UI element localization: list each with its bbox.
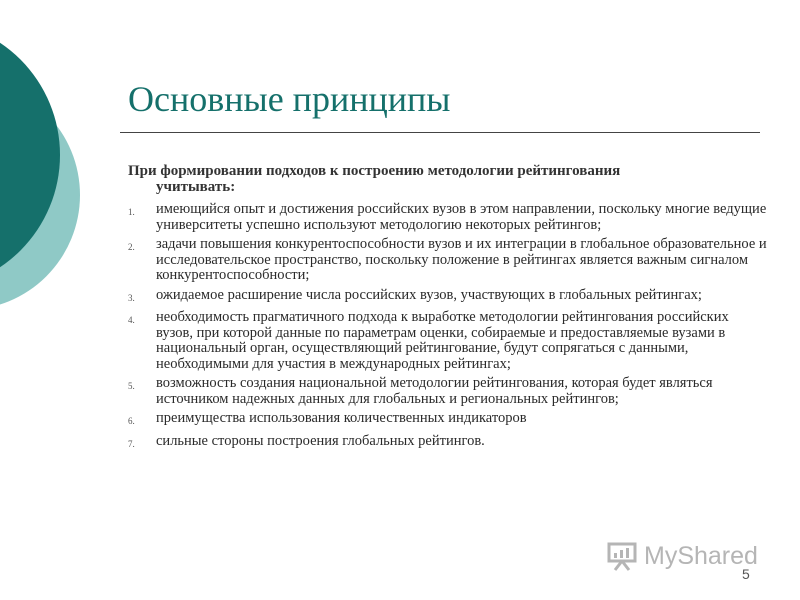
list-item-number: 5. — [128, 381, 135, 391]
list-item-text: задачи повышения конкурентоспособности вузов и их интеграции в глобальное образовательное и исследовательское пространство, поскольку положение в рейтингах является важным сигналом конкурентоспособности; — [156, 236, 767, 283]
principles-list — [128, 202, 768, 456]
list-item — [128, 411, 768, 430]
list-item-text: необходимость прагматичного подхода к выработке методологии рейтингования российских вузов, при которой данные по параметрам оценки, собираемые и предоставляемые вузами в национальный орган, осуществляющий рейтингование, будут сопрягаться с данными, необходимыми для участия в международных рейтингах; — [156, 309, 729, 372]
intro-line-1: При формировании подходов к построению методологии рейтингования — [128, 163, 621, 179]
list-item-text: преимущества использования количественных индикаторов — [156, 410, 527, 426]
list-item — [128, 376, 768, 407]
title-divider — [120, 132, 760, 133]
intro-line-2: учитывать: — [156, 179, 236, 195]
page-number: 5 — [742, 566, 750, 582]
list-item — [128, 202, 768, 233]
list-item-number: 4. — [128, 315, 135, 325]
list-item-number: 7. — [128, 438, 135, 449]
list-item — [128, 237, 768, 284]
myshared-watermark — [606, 540, 758, 572]
slide-title: Основные принципы — [128, 79, 451, 119]
list-item — [128, 288, 768, 307]
presentation-board-icon — [606, 540, 638, 572]
list-item-number: 6. — [128, 416, 135, 426]
list-item — [128, 434, 768, 453]
list-item-text: возможность создания национальной методологии рейтингования, которая будет являться источником надежных данных для глобальных и региональных рейтингов; — [156, 375, 713, 407]
list-item-text: ожидаемое расширение числа российских вузов, участвующих в глобальных рейтингах; — [156, 286, 702, 303]
list-item-number: 2. — [128, 242, 135, 252]
intro-text — [128, 163, 728, 195]
list-item-text: сильные стороны построения глобальных рейтингов. — [156, 432, 485, 449]
watermark-text: MyShared — [644, 541, 758, 570]
list-item-text: имеющийся опыт и достижения российских вузов в этом направлении, поскольку многие ведущие университеты успешно используют методологию некоторых рейтингов; — [156, 201, 767, 233]
list-item — [128, 310, 768, 372]
list-item-number: 1. — [128, 207, 135, 217]
list-item-number: 3. — [128, 292, 135, 303]
